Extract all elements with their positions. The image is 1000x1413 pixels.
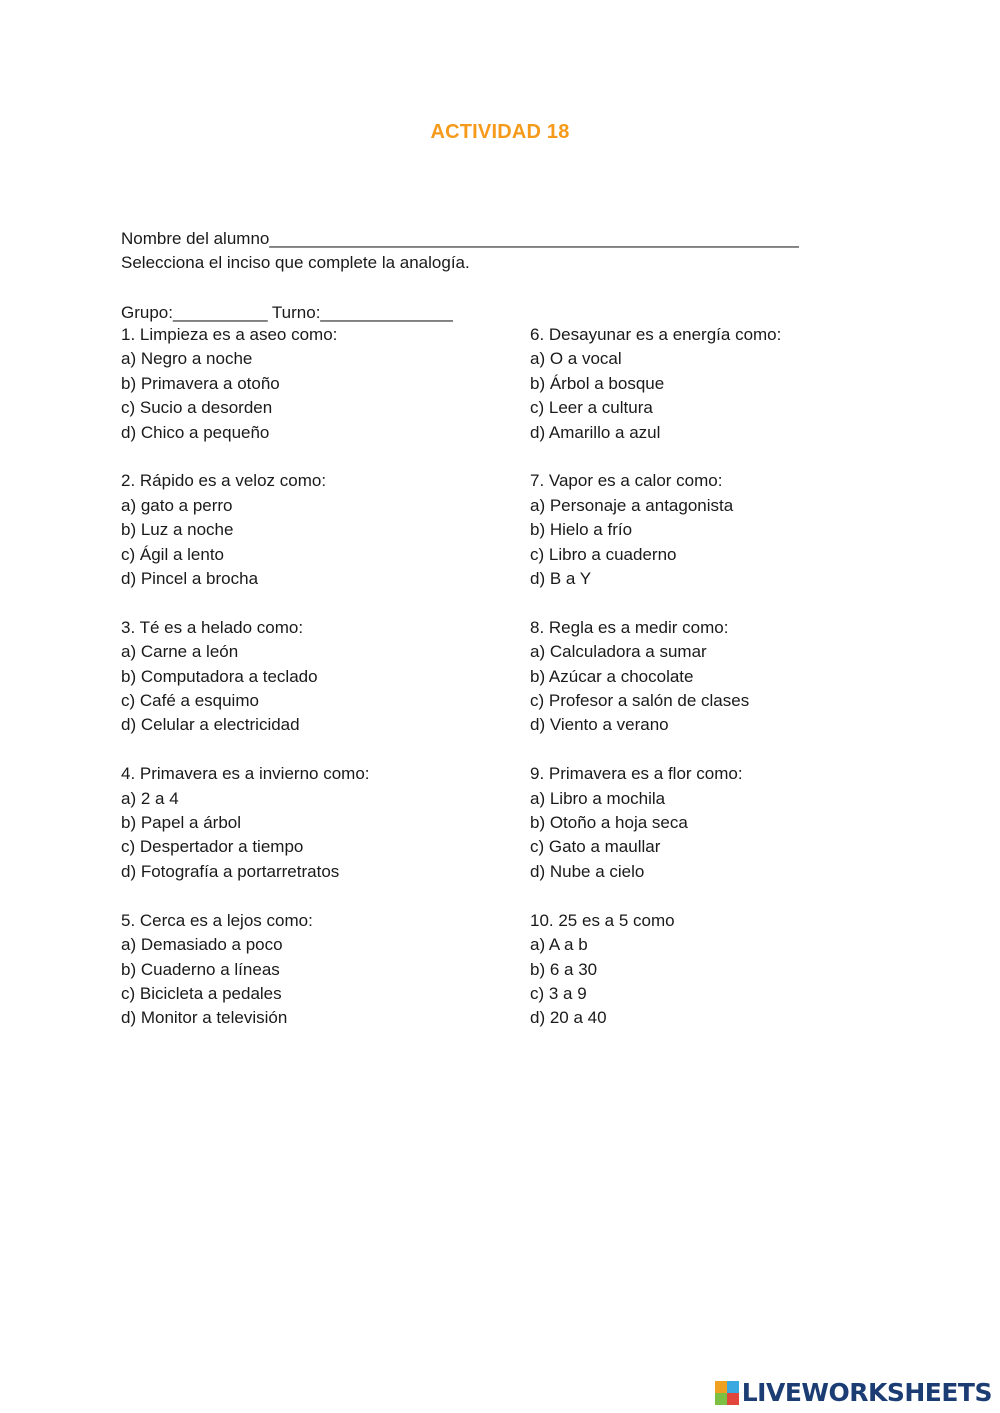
answer-option[interactable]: a) Negro a noche	[121, 349, 253, 369]
answer-option[interactable]: a) gato a perro	[121, 495, 233, 515]
answer-option[interactable]: d) 20 a 40	[530, 1008, 607, 1028]
liveworksheets-logo-icon	[715, 1381, 739, 1405]
question-block	[530, 469, 910, 591]
question-prompt: 7. Vapor es a calor como:	[530, 471, 723, 491]
question-prompt: 2. Rápido es a veloz como:	[121, 471, 327, 491]
answer-option[interactable]: b) Luz a noche	[121, 520, 234, 540]
question-prompt: 10. 25 es a 5 como	[530, 910, 675, 930]
answer-option[interactable]: a) A a b	[530, 935, 588, 955]
liveworksheets-logo-text: LIVEWORKSHEETS	[741, 1378, 992, 1407]
answer-option[interactable]: d) Monitor a televisión	[121, 1008, 288, 1028]
answer-option[interactable]: d) Viento a verano	[530, 715, 669, 735]
answer-option[interactable]: d) Nube a cielo	[530, 861, 645, 881]
answer-option[interactable]: b) Primavera a otoño	[121, 373, 280, 393]
question-block	[121, 616, 511, 738]
question-prompt: 9. Primavera es a flor como:	[530, 764, 743, 784]
answer-option[interactable]: d) B a Y	[530, 569, 592, 589]
student-name-line: Nombre del alumno________________________________________________________	[121, 229, 799, 248]
answer-option[interactable]: c) Profesor a salón de clases	[530, 691, 750, 711]
questions-right-column	[530, 323, 910, 1055]
questions-left-column	[121, 323, 511, 1055]
answer-option[interactable]: d) Fotografía a portarretratos	[121, 861, 340, 881]
answer-option[interactable]: b) Cuaderno a líneas	[121, 959, 280, 979]
answer-option[interactable]: c) 3 a 9	[530, 983, 587, 1003]
answer-option[interactable]: c) Café a esquimo	[121, 691, 259, 711]
answer-option[interactable]: c) Leer a cultura	[530, 398, 653, 418]
question-block	[121, 909, 511, 1031]
answer-option[interactable]: b) Otoño a hoja seca	[530, 813, 688, 833]
question-prompt: 8. Regla es a medir como:	[530, 617, 729, 637]
worksheet-title: ACTIVIDAD 18	[430, 121, 570, 143]
answer-option[interactable]: b) Papel a árbol	[121, 813, 242, 833]
answer-option[interactable]: b) Hielo a frío	[530, 520, 633, 540]
answer-option[interactable]: a) O a vocal	[530, 349, 622, 369]
question-block	[121, 762, 511, 884]
answer-option[interactable]: b) Árbol a bosque	[530, 373, 665, 393]
answer-option[interactable]: c) Despertador a tiempo	[121, 837, 304, 857]
answer-option[interactable]: d) Amarillo a azul	[530, 422, 661, 442]
answer-option[interactable]: c) Ágil a lento	[121, 544, 224, 564]
answer-option[interactable]: c) Gato a maullar	[530, 837, 661, 857]
answer-option[interactable]: d) Pincel a brocha	[121, 569, 259, 589]
question-prompt: 3. Té es a helado como:	[121, 617, 304, 637]
answer-option[interactable]: a) Personaje a antagonista	[530, 495, 734, 515]
question-prompt: 4. Primavera es a invierno como:	[121, 764, 370, 784]
answer-option[interactable]: a) 2 a 4	[121, 788, 179, 808]
answer-option[interactable]: b) 6 a 30	[530, 959, 598, 979]
answer-option[interactable]: a) Libro a mochila	[530, 788, 666, 808]
question-block	[121, 323, 511, 445]
question-block	[530, 909, 910, 1031]
answer-option[interactable]: a) Demasiado a poco	[121, 935, 283, 955]
group-shift-line: Grupo:__________ Turno:______________	[121, 302, 453, 322]
answer-option[interactable]: d) Celular a electricidad	[121, 715, 300, 735]
answer-option[interactable]: d) Chico a pequeño	[121, 422, 270, 442]
question-block	[530, 762, 910, 884]
instruction-text: Selecciona el inciso que complete la analogía.	[121, 253, 470, 272]
question-block	[530, 616, 910, 738]
question-block	[530, 323, 910, 445]
answer-option[interactable]: a) Carne a león	[121, 642, 239, 662]
question-prompt: 6. Desayunar es a energía como:	[530, 325, 782, 344]
question-prompt: 5. Cerca es a lejos como:	[121, 910, 313, 930]
answer-option[interactable]: a) Calculadora a sumar	[530, 642, 707, 662]
answer-option[interactable]: c) Bicicleta a pedales	[121, 983, 282, 1003]
question-block	[121, 469, 511, 591]
liveworksheets-logo	[715, 1378, 992, 1407]
question-prompt: 1. Limpieza es a aseo como:	[121, 325, 338, 344]
answer-option[interactable]: c) Libro a cuaderno	[530, 544, 677, 564]
answer-option[interactable]: b) Azúcar a chocolate	[530, 666, 694, 686]
answer-option[interactable]: c) Sucio a desorden	[121, 398, 273, 418]
answer-option[interactable]: b) Computadora a teclado	[121, 666, 318, 686]
